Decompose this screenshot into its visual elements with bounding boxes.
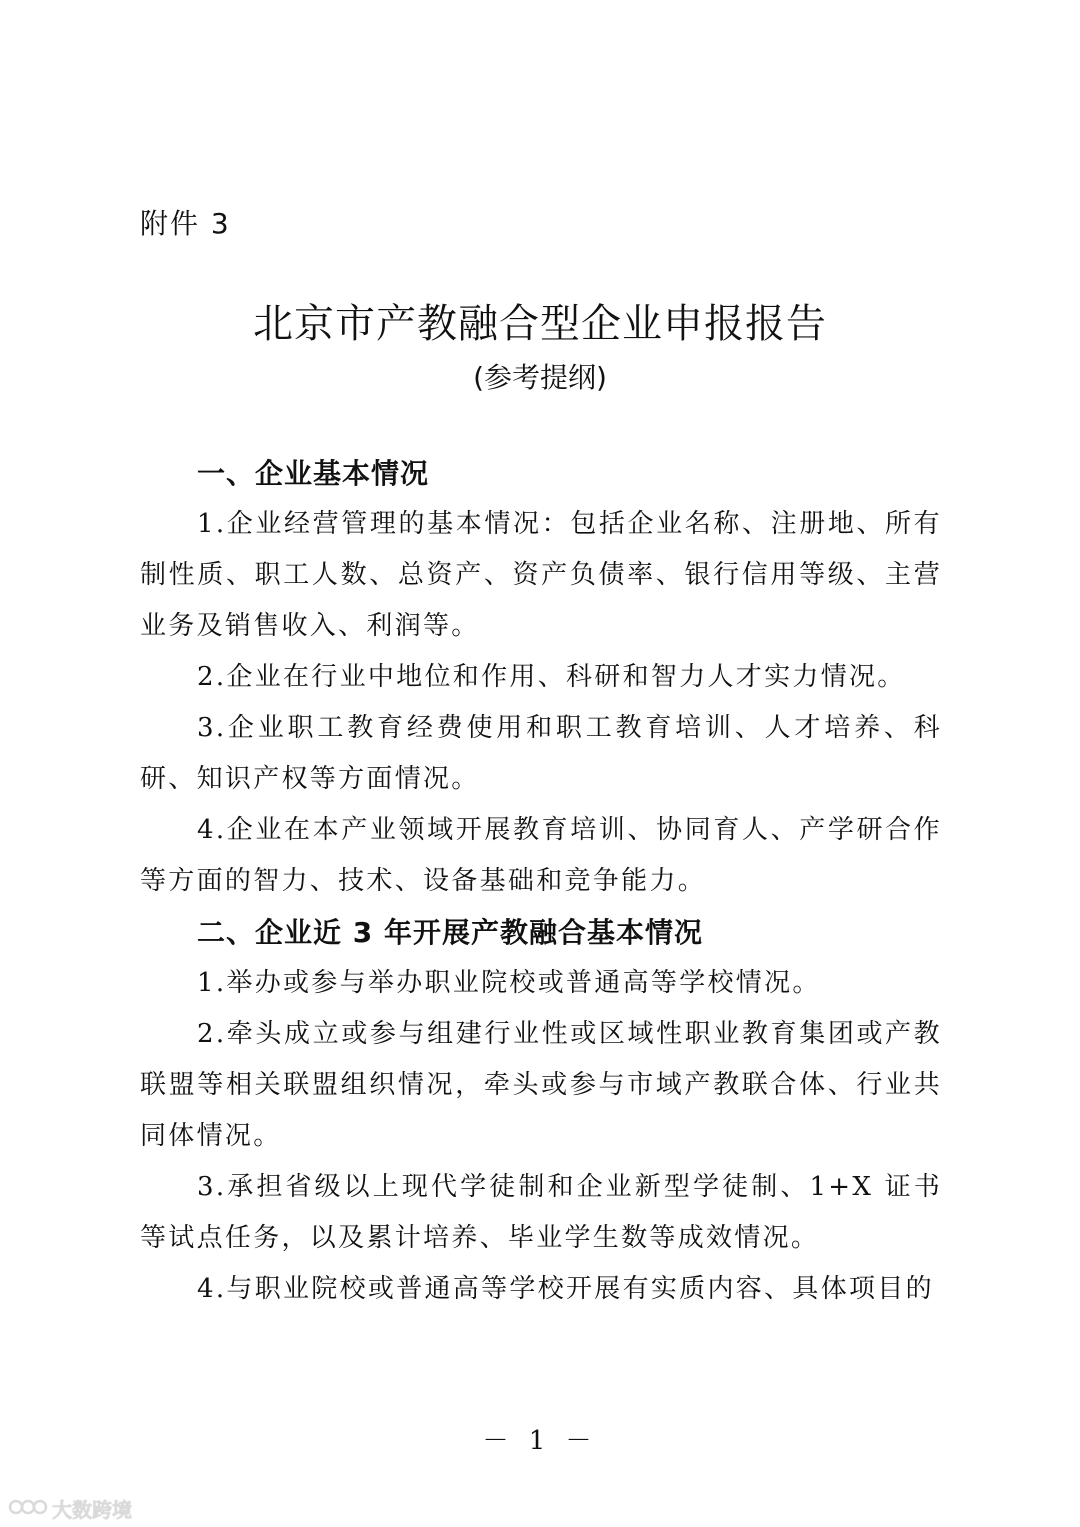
document-title: 北京市产教融合型企业申报报告 <box>253 301 827 347</box>
page-number: － 1 － <box>482 1426 598 1456</box>
document-subtitle: (参考提纲) <box>473 361 607 394</box>
paragraph: 4.与职业院校或普通高等学校开展有实质内容、具体项目的 <box>197 1274 934 1304</box>
document-body <box>140 448 942 1315</box>
paragraph: 1.举办或参与举办职业院校或普通高等学校情况。 <box>197 968 821 998</box>
attachment-label: 附件 3 <box>140 207 231 240</box>
paragraph: 1.企业经营管理的基本情况：包括企业名称、注册地、所有制性质、职工人数、总资产、资产负债率、银行信用等级、主营业务及销售收入、利润等。 <box>140 509 942 641</box>
section-heading: 二、企业近 3 年开展产教融合基本情况 <box>197 916 703 949</box>
watermark <box>8 1494 132 1523</box>
watermark-text: 大数跨境 <box>52 1498 132 1522</box>
paragraph: 2.牵头成立或参与组建行业性或区域性职业教育集团或产教联盟等相关联盟组织情况，牵头或参与市域产教联合体、行业共同体情况。 <box>140 1019 942 1151</box>
paragraph: 3.承担省级以上现代学徒制和企业新型学徒制、1+X 证书等试点任务，以及累计培养、毕业学生数等成效情况。 <box>140 1172 942 1253</box>
logo-icon <box>8 1496 48 1522</box>
paragraph: 4.企业在本产业领域开展教育培训、协同育人、产学研合作等方面的智力、技术、设备基础和竞争能力。 <box>140 815 942 896</box>
paragraph: 3.企业职工教育经费使用和职工教育培训、人才培养、科研、知识产权等方面情况。 <box>140 713 942 794</box>
section-heading: 一、企业基本情况 <box>197 457 430 490</box>
paragraph: 2.企业在行业中地位和作用、科研和智力人才实力情况。 <box>197 662 906 692</box>
